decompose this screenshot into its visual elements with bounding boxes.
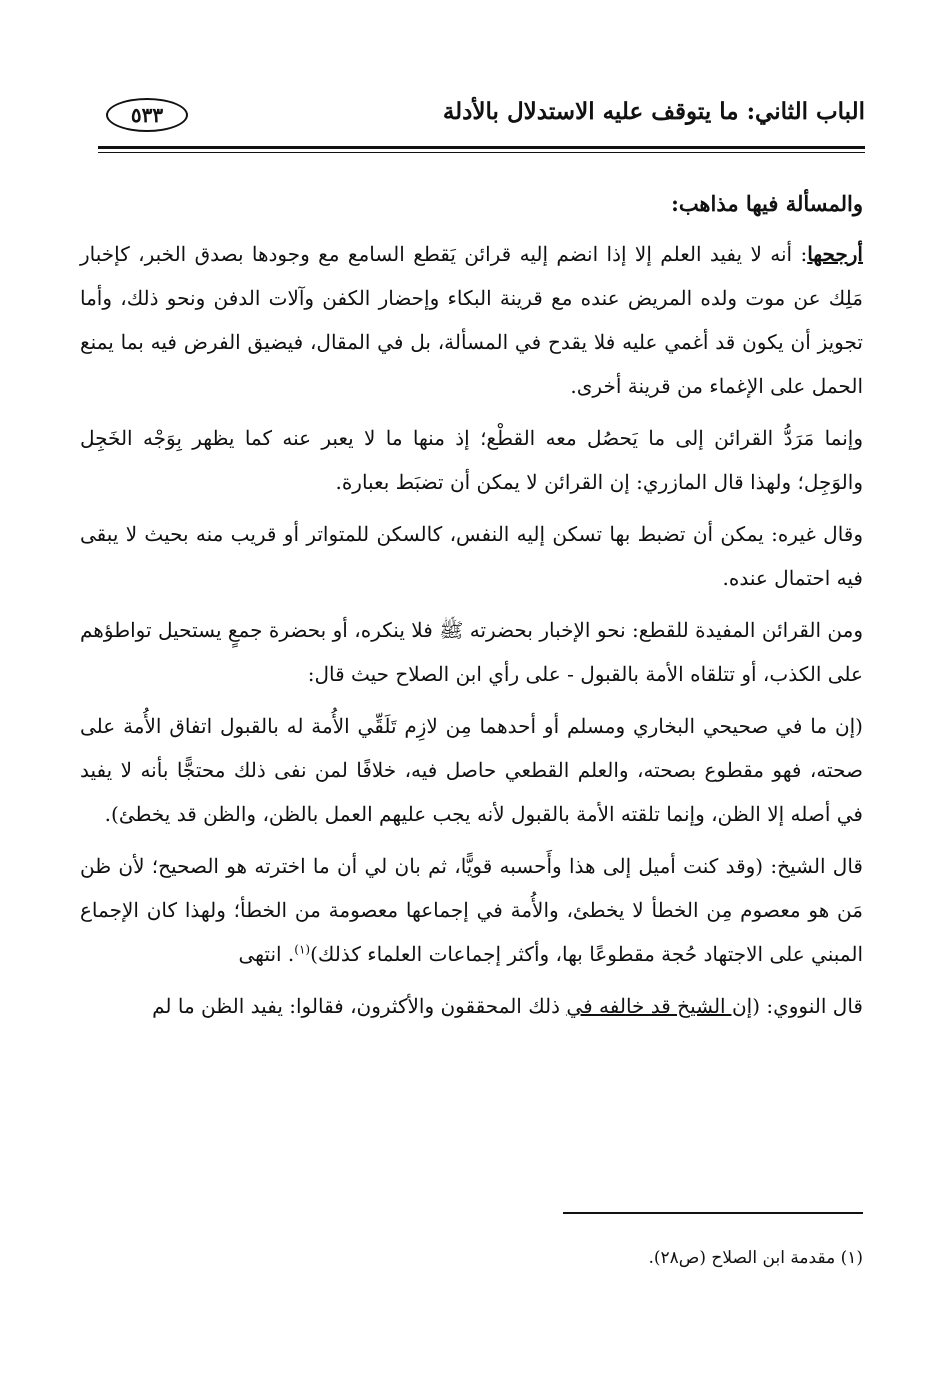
header-rule-thick — [98, 146, 865, 149]
paragraph-1 — [80, 232, 863, 408]
paragraph-6 — [80, 844, 863, 976]
paragraph-7-underlined: إن الشيخ قد خالفه في — [566, 994, 753, 1018]
footnote-separator — [563, 1212, 863, 1214]
chapter-title: الباب الثاني: ما يتوقف عليه الاستدلال بالأدلة — [442, 98, 865, 125]
paragraph-1-text: : أنه لا يفيد العلم إلا إذا انضم إليه قرائن يَقطع السامع مع وجودها بصدق الخبر، كإخبار مَلِك عن موت ولده المريض عنده مع قرينة البكاء وإحضار الكفن وآلات الدفن ونحو ذلك، وأما تجويز أن يكون قد أغمي عليه فلا يقدح في المسألة، بل في المقال، فيضيق الفرض فيه بما يمنع الحمل على الإغماء من قرينة أخرى. — [80, 242, 863, 398]
paragraph-7-end: ذلك المحققون والأكثرون، فقالوا: يفيد الظن ما لم — [152, 994, 567, 1018]
paragraph-lead-word: أرجحها — [807, 242, 863, 266]
footnote: (١) مقدمة ابن الصلاح (ص٢٨). — [648, 1248, 863, 1268]
paragraph-2: وإنما مَرَدُّ القرائن إلى ما يَحصُل معه القطْع؛ إذ منها ما لا يعبر عنه كما يظهر بِوَجْه الخَجِل والوَجِل؛ ولهذا قال المازري: إن القرائن لا يمكن أن تضبَط بعبارة. — [80, 426, 864, 494]
paragraph-7-start: قال النووي: ( — [752, 994, 863, 1018]
footnote-marker[interactable]: (١) — [294, 942, 311, 957]
header-rule-thin — [98, 152, 865, 153]
section-heading: والمسألة فيها مذاهب: — [671, 191, 863, 216]
running-header — [98, 96, 865, 146]
paragraph-7 — [80, 984, 863, 1028]
paragraph-5-quote: (إن ما في صحيحي البخاري ومسلم أو أحدهما مِن لازِم تَلَقِّي الأُمة له بالقبول اتفاق الأُمة على صحته، فهو مقطوع بصحته، والعلم القطعي حاصل فيه، خلافًا لمن نفى ذلك محتجًّا بأنه لا يفيد في أصله إلا الظن، وإنما تلقته الأمة بالقبول لأنه يجب عليهم العمل بالظن، والظن قد يخطئ). — [80, 714, 863, 826]
page-number: ٥٣٣ — [106, 98, 188, 132]
paragraph-3: وقال غيره: يمكن أن تضبط بها تسكن إليه النفس، كالسكن للمتواتر أو قريب منه بحيث لا يبقى فيه احتمال عنده. — [80, 522, 863, 590]
paragraph-4: ومن القرائن المفيدة للقطع: نحو الإخبار بحضرته ﷺ فلا ينكره، أو بحضرة جمعٍ يستحيل تواطؤهم على الكذب، أو تتلقاه الأمة بالقبول - على رأي ابن الصلاح حيث قال: — [80, 618, 863, 686]
paragraph-6-tail: . انتهى — [238, 942, 295, 966]
main-text — [80, 182, 863, 1036]
paragraph-6-text: قال الشيخ: (وقد كنت أميل إلى هذا وأَحسبه قويًّا، ثم بان لي أن ما اخترته هو الصحيح؛ لأن ظن مَن هو معصوم مِن الخطأ لا يخطئ، والأُمة في إجماعها معصومة من الخطأ؛ ولهذا كان الإجماع المبني على الاجتهاد حُجة مقطوعًا بها، وأكثر إجماعات العلماء كذلك) — [80, 854, 863, 966]
